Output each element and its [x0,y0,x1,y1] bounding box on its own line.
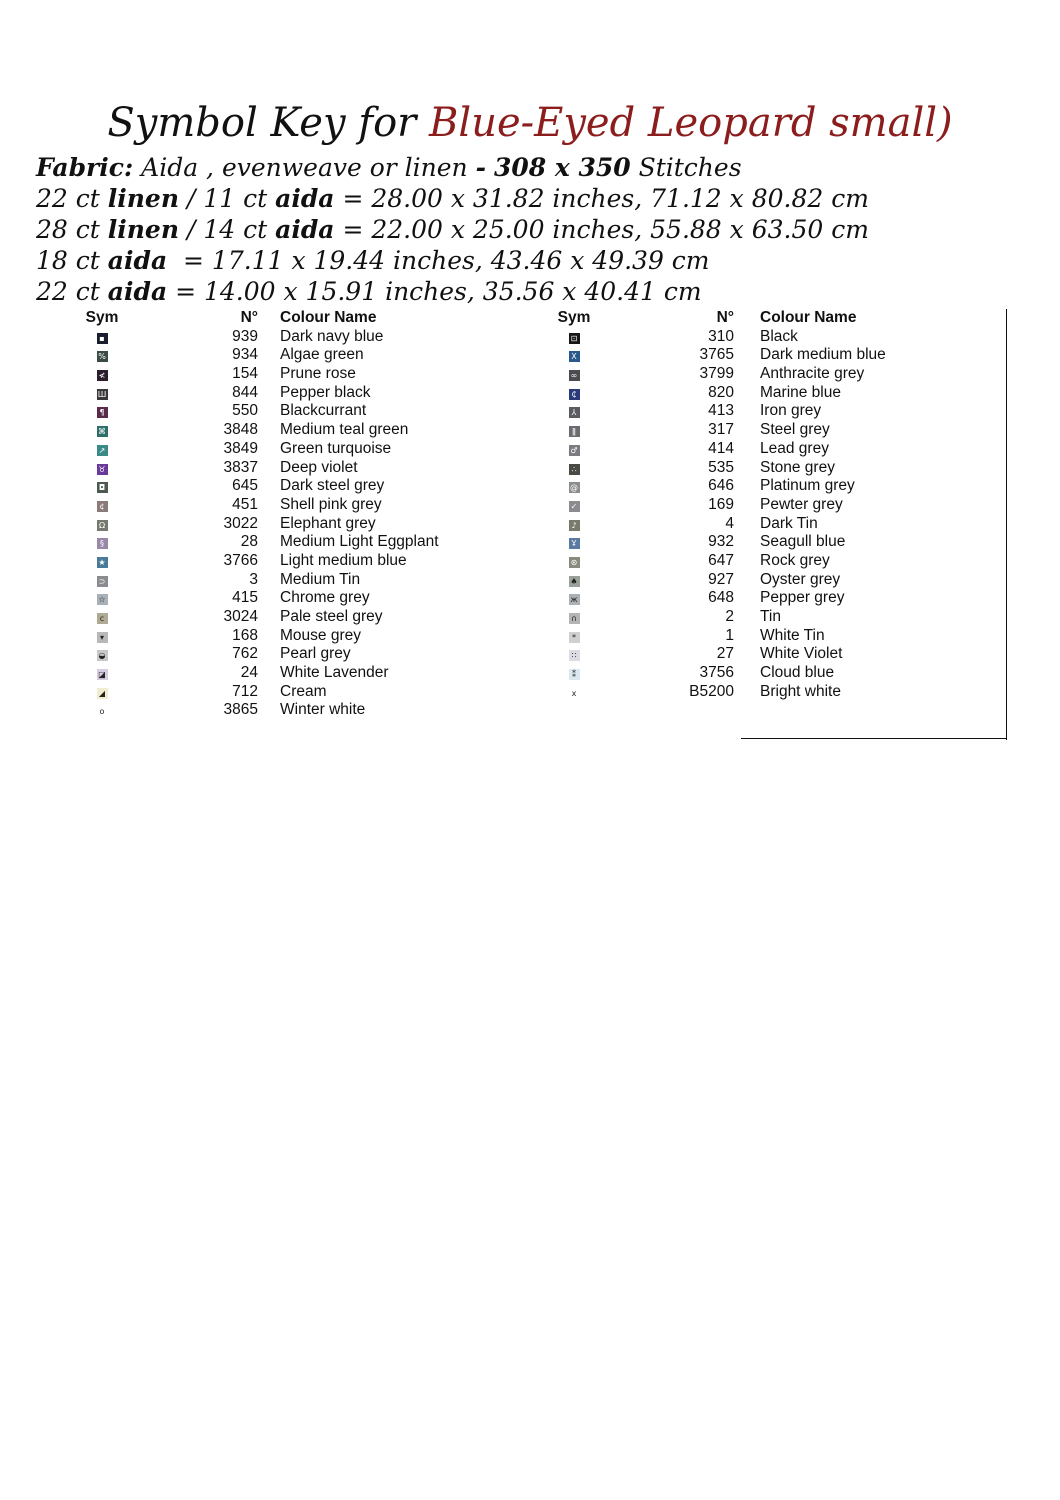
key-row [556,346,1016,365]
symbol-swatch: ♂ [570,445,578,455]
colour-name: Blackcurrant [280,402,367,420]
colour-name: White Tin [760,626,825,644]
key-row [84,571,504,590]
size-line-28ct-linen [36,214,869,245]
colour-name-header: Colour Name [280,309,377,326]
symbol-swatch: X [569,351,580,362]
key-row [84,402,504,421]
key-row [556,384,1016,403]
symbol-swatch: ◘ [97,482,108,493]
colour-name: Marine blue [760,383,841,401]
key-row [84,328,504,347]
key-row [556,533,1016,552]
floss-number: 3849 [223,439,258,457]
symbol-cell [556,328,592,346]
floss-number: 3756 [699,664,734,682]
symbol-swatch: ◒ [97,650,108,661]
colour-name: Pale steel grey [280,608,383,625]
symbol-cell [556,608,592,626]
key-row [84,440,504,459]
number-header: N° [716,309,734,326]
colour-name: Anthracite grey [760,365,865,383]
colour-name: Dark medium blue [760,346,886,364]
symbol-swatch: ⊡ [569,333,580,344]
floss-number: 3766 [223,551,258,569]
symbol-cell [556,496,592,514]
colour-name: Medium teal green [280,421,409,439]
fabric-line [36,152,869,183]
size-text: = 17.11 x 19.44 inches, 43.46 x 49.39 cm [175,246,710,275]
count-text: 28 ct [36,215,100,244]
symbol-cell [556,402,592,420]
colour-name: Dark Tin [760,514,818,532]
key-row [84,496,504,515]
key-row [84,589,504,608]
symbol-swatch: ✓ [569,501,580,512]
symbol-swatch: Ш [97,389,107,399]
symbol-cell [84,328,120,346]
symbol-cell [84,608,120,626]
key-row [556,627,1016,646]
symbol-swatch: * [569,632,580,643]
pattern-name: Blue-Eyed Leopard small) [429,100,953,146]
colour-name: Pepper grey [760,589,845,607]
symbol-cell [556,515,592,533]
floss-number: 3024 [223,608,258,625]
symbol-swatch: x [569,688,580,699]
floss-number: 4 [725,514,734,532]
key-row [556,421,1016,440]
symbol-swatch: ∴ [569,464,580,475]
symbol-swatch: Ұ [569,538,580,549]
symbol-cell [556,365,592,383]
fabric-word: aida [107,277,168,306]
count-text: 18 ct [36,246,100,275]
symbol-swatch: ≮ [97,370,108,381]
key-row [84,701,504,720]
count-text: / 14 ct [186,215,268,244]
floss-number: 3765 [699,346,734,364]
symbol-cell [556,627,592,645]
key-row [84,477,504,496]
colour-name: Shell pink grey [280,495,382,513]
symbol-cell [84,701,120,719]
colour-name: Pepper black [280,383,371,401]
colour-name: White Violet [760,645,843,663]
floss-number: B5200 [689,682,734,700]
fabric-info [36,152,869,307]
key-row [84,645,504,664]
symbol-swatch: ☆ [98,595,106,605]
colour-name: Cream [280,682,327,700]
symbol-swatch: ⊛ [569,557,580,568]
symbol-swatch: ж [570,595,578,605]
fabric-types: Aida , evenweave or linen [141,153,468,182]
symbol-cell [84,664,120,682]
symbol-swatch: ⊃ [97,576,108,587]
colour-name: Pearl grey [280,645,351,663]
key-row [84,608,504,627]
symbol-swatch: Ω [97,520,108,531]
colour-name: Bright white [760,682,841,700]
floss-number: 3022 [223,514,258,532]
size-line-22ct-linen [36,183,869,214]
symbol-swatch: ♉ [98,464,106,474]
colour-name: Light medium blue [280,551,407,569]
symbol-swatch: ₵ [569,389,580,400]
floss-number: 535 [708,458,734,476]
floss-number: 645 [232,477,258,495]
fabric-sep: - [475,153,486,182]
colour-name: Winter white [280,701,366,719]
number-header: N° [240,309,258,326]
symbol-cell [84,402,120,420]
colour-name: Lead grey [760,439,829,457]
floss-number: 934 [232,346,258,364]
key-row [556,552,1016,571]
key-row [556,571,1016,590]
floss-number: 648 [708,589,734,607]
frame-line-horizontal [741,738,1007,739]
key-row [556,365,1016,384]
symbol-cell [84,459,120,477]
symbol-cell [556,384,592,402]
frame-line-vertical [1006,309,1007,740]
count-text: 22 ct [36,184,100,213]
key-row [556,402,1016,421]
fabric-word: aida [107,246,168,275]
title-lead: Symbol Key for [107,100,417,146]
size-line-18ct-aida [36,245,869,276]
colour-name: Mouse grey [280,626,361,644]
fabric-word: aida [275,184,335,213]
key-row [556,440,1016,459]
floss-number: 762 [232,645,258,663]
colour-name-header: Colour Name [760,309,857,326]
floss-number: 927 [708,570,734,588]
symbol-key-left [84,309,504,720]
key-row [84,627,504,646]
symbol-swatch: ⅄ [569,407,580,418]
symbol-swatch: @ [570,483,578,493]
key-row [84,533,504,552]
symbol-cell [556,645,592,663]
floss-number: 647 [708,551,734,569]
symbol-cell [556,552,592,570]
key-row [84,365,504,384]
floss-number: 3 [249,570,258,588]
floss-number: 712 [232,682,258,700]
symbol-cell [84,477,120,495]
symbol-cell [84,515,120,533]
symbol-swatch: ⁑ [569,669,580,680]
colour-name: Algae green [280,346,364,364]
symbol-swatch: ¢ [97,501,108,512]
symbol-cell [84,552,120,570]
floss-number: 550 [232,402,258,420]
key-row [84,515,504,534]
floss-number: 168 [232,626,258,644]
symbol-cell [84,571,120,589]
symbol-swatch: c [97,613,108,624]
symbol-cell [556,459,592,477]
floss-number: 27 [716,645,734,663]
floss-number: 414 [708,439,734,457]
symbol-swatch: % [98,352,106,362]
symbol-cell [84,346,120,364]
fabric-word: linen [107,215,180,244]
symbol-swatch: ¶ [97,407,108,418]
symbol-swatch: o [97,706,108,717]
symbol-cell [84,421,120,439]
symbol-swatch: ◢ [97,688,108,699]
symbol-swatch: ♪ [569,520,580,531]
floss-number: 415 [232,589,258,607]
symbol-cell [84,683,120,701]
symbol-swatch: ∩ [569,613,580,624]
count-text: 22 ct [36,277,100,306]
key-row [84,459,504,478]
key-row [556,608,1016,627]
colour-name: Dark steel grey [280,477,385,495]
fabric-word: aida [275,215,335,244]
colour-name: Dark navy blue [280,327,384,345]
key-row [556,664,1016,683]
key-row [84,664,504,683]
key-row [556,328,1016,347]
symbol-cell [84,496,120,514]
colour-name: Green turquoise [280,439,392,457]
symbol-cell [84,533,120,551]
floss-number: 451 [232,495,258,513]
floss-number: 3848 [223,421,258,439]
floss-number: 169 [708,495,734,513]
symbol-cell [84,384,120,402]
symbol-swatch: ♠ [570,576,578,586]
key-header [556,309,1016,328]
key-row [556,459,1016,478]
floss-number: 820 [708,383,734,401]
colour-name: Seagull blue [760,533,846,551]
floss-number: 413 [708,402,734,420]
symbol-cell [556,440,592,458]
symbol-swatch: ∷ [569,650,580,661]
colour-name: Stone grey [760,458,835,476]
floss-number: 844 [232,383,258,401]
colour-name: Elephant grey [280,514,376,532]
floss-number: 310 [708,327,734,345]
size-text: = 28.00 x 31.82 inches, 71.12 x 80.82 cm [342,184,869,213]
symbol-cell [556,346,592,364]
symbol-cell [556,664,592,682]
key-row [84,346,504,365]
floss-number: 24 [240,664,258,682]
key-row [556,645,1016,664]
count-text: / 11 ct [186,184,268,213]
key-row [556,515,1016,534]
floss-number: 2 [725,608,734,625]
size-line-22ct-aida [36,276,869,307]
symbol-cell [556,421,592,439]
floss-number: 28 [240,533,258,551]
symbol-swatch: ǁ [569,426,580,437]
floss-number: 317 [708,421,734,439]
floss-number: 646 [708,477,734,495]
symbol-cell [84,589,120,607]
key-row [84,683,504,702]
colour-name: Cloud blue [760,664,835,682]
colour-name: Platinum grey [760,477,855,495]
symbol-cell [84,645,120,663]
colour-name: Medium Tin [280,570,361,588]
colour-name: Oyster grey [760,570,841,588]
floss-number: 1 [725,626,734,644]
key-row [556,496,1016,515]
symbol-cell [556,589,592,607]
symbol-swatch: § [97,538,108,549]
colour-name: Chrome grey [280,589,370,607]
symbol-swatch: ⌘ [98,427,106,437]
symbol-swatch: ▾ [97,632,108,643]
floss-number: 3865 [223,701,258,719]
size-text: = 14.00 x 15.91 inches, 35.56 x 40.41 cm [175,277,702,306]
symbol-swatch: ▪ [97,333,108,344]
colour-name: Steel grey [760,421,830,439]
colour-name: Prune rose [280,365,356,383]
symbol-cell [84,627,120,645]
fabric-label: Fabric: [36,153,134,182]
symbol-cell [556,533,592,551]
colour-name: Rock grey [760,551,830,569]
floss-number: 154 [232,365,258,383]
symbol-cell [556,477,592,495]
key-row [84,552,504,571]
colour-name: Tin [760,608,781,625]
floss-number: 939 [232,327,258,345]
sym-header: Sym [557,309,591,326]
stitch-unit: Stitches [638,153,742,182]
stitch-count: 308 x 350 [493,153,631,182]
symbol-swatch: ★ [98,557,106,567]
floss-number: 3799 [699,365,734,383]
page-title [0,95,1060,151]
key-row [556,683,1016,702]
colour-name: Medium Light Eggplant [280,533,439,551]
colour-name: Deep violet [280,458,358,476]
colour-name: White Lavender [280,664,389,682]
symbol-cell [84,440,120,458]
symbol-swatch: ∞ [569,370,580,381]
fabric-word: linen [107,184,180,213]
sym-header: Sym [85,309,119,326]
key-header [84,309,504,328]
symbol-cell [556,571,592,589]
colour-name: Pewter grey [760,495,843,513]
symbol-swatch: ◪ [98,670,106,680]
colour-name: Iron grey [760,402,822,420]
floss-number: 932 [708,533,734,551]
symbol-key-right [556,309,1016,701]
symbol-cell [556,683,592,701]
symbol-swatch: ↗ [97,445,108,456]
key-row [556,477,1016,496]
colour-name: Black [760,327,798,345]
size-text: = 22.00 x 25.00 inches, 55.88 x 63.50 cm [342,215,869,244]
key-row [84,384,504,403]
key-row [84,421,504,440]
floss-number: 3837 [223,458,258,476]
symbol-cell [84,365,120,383]
key-row [556,589,1016,608]
